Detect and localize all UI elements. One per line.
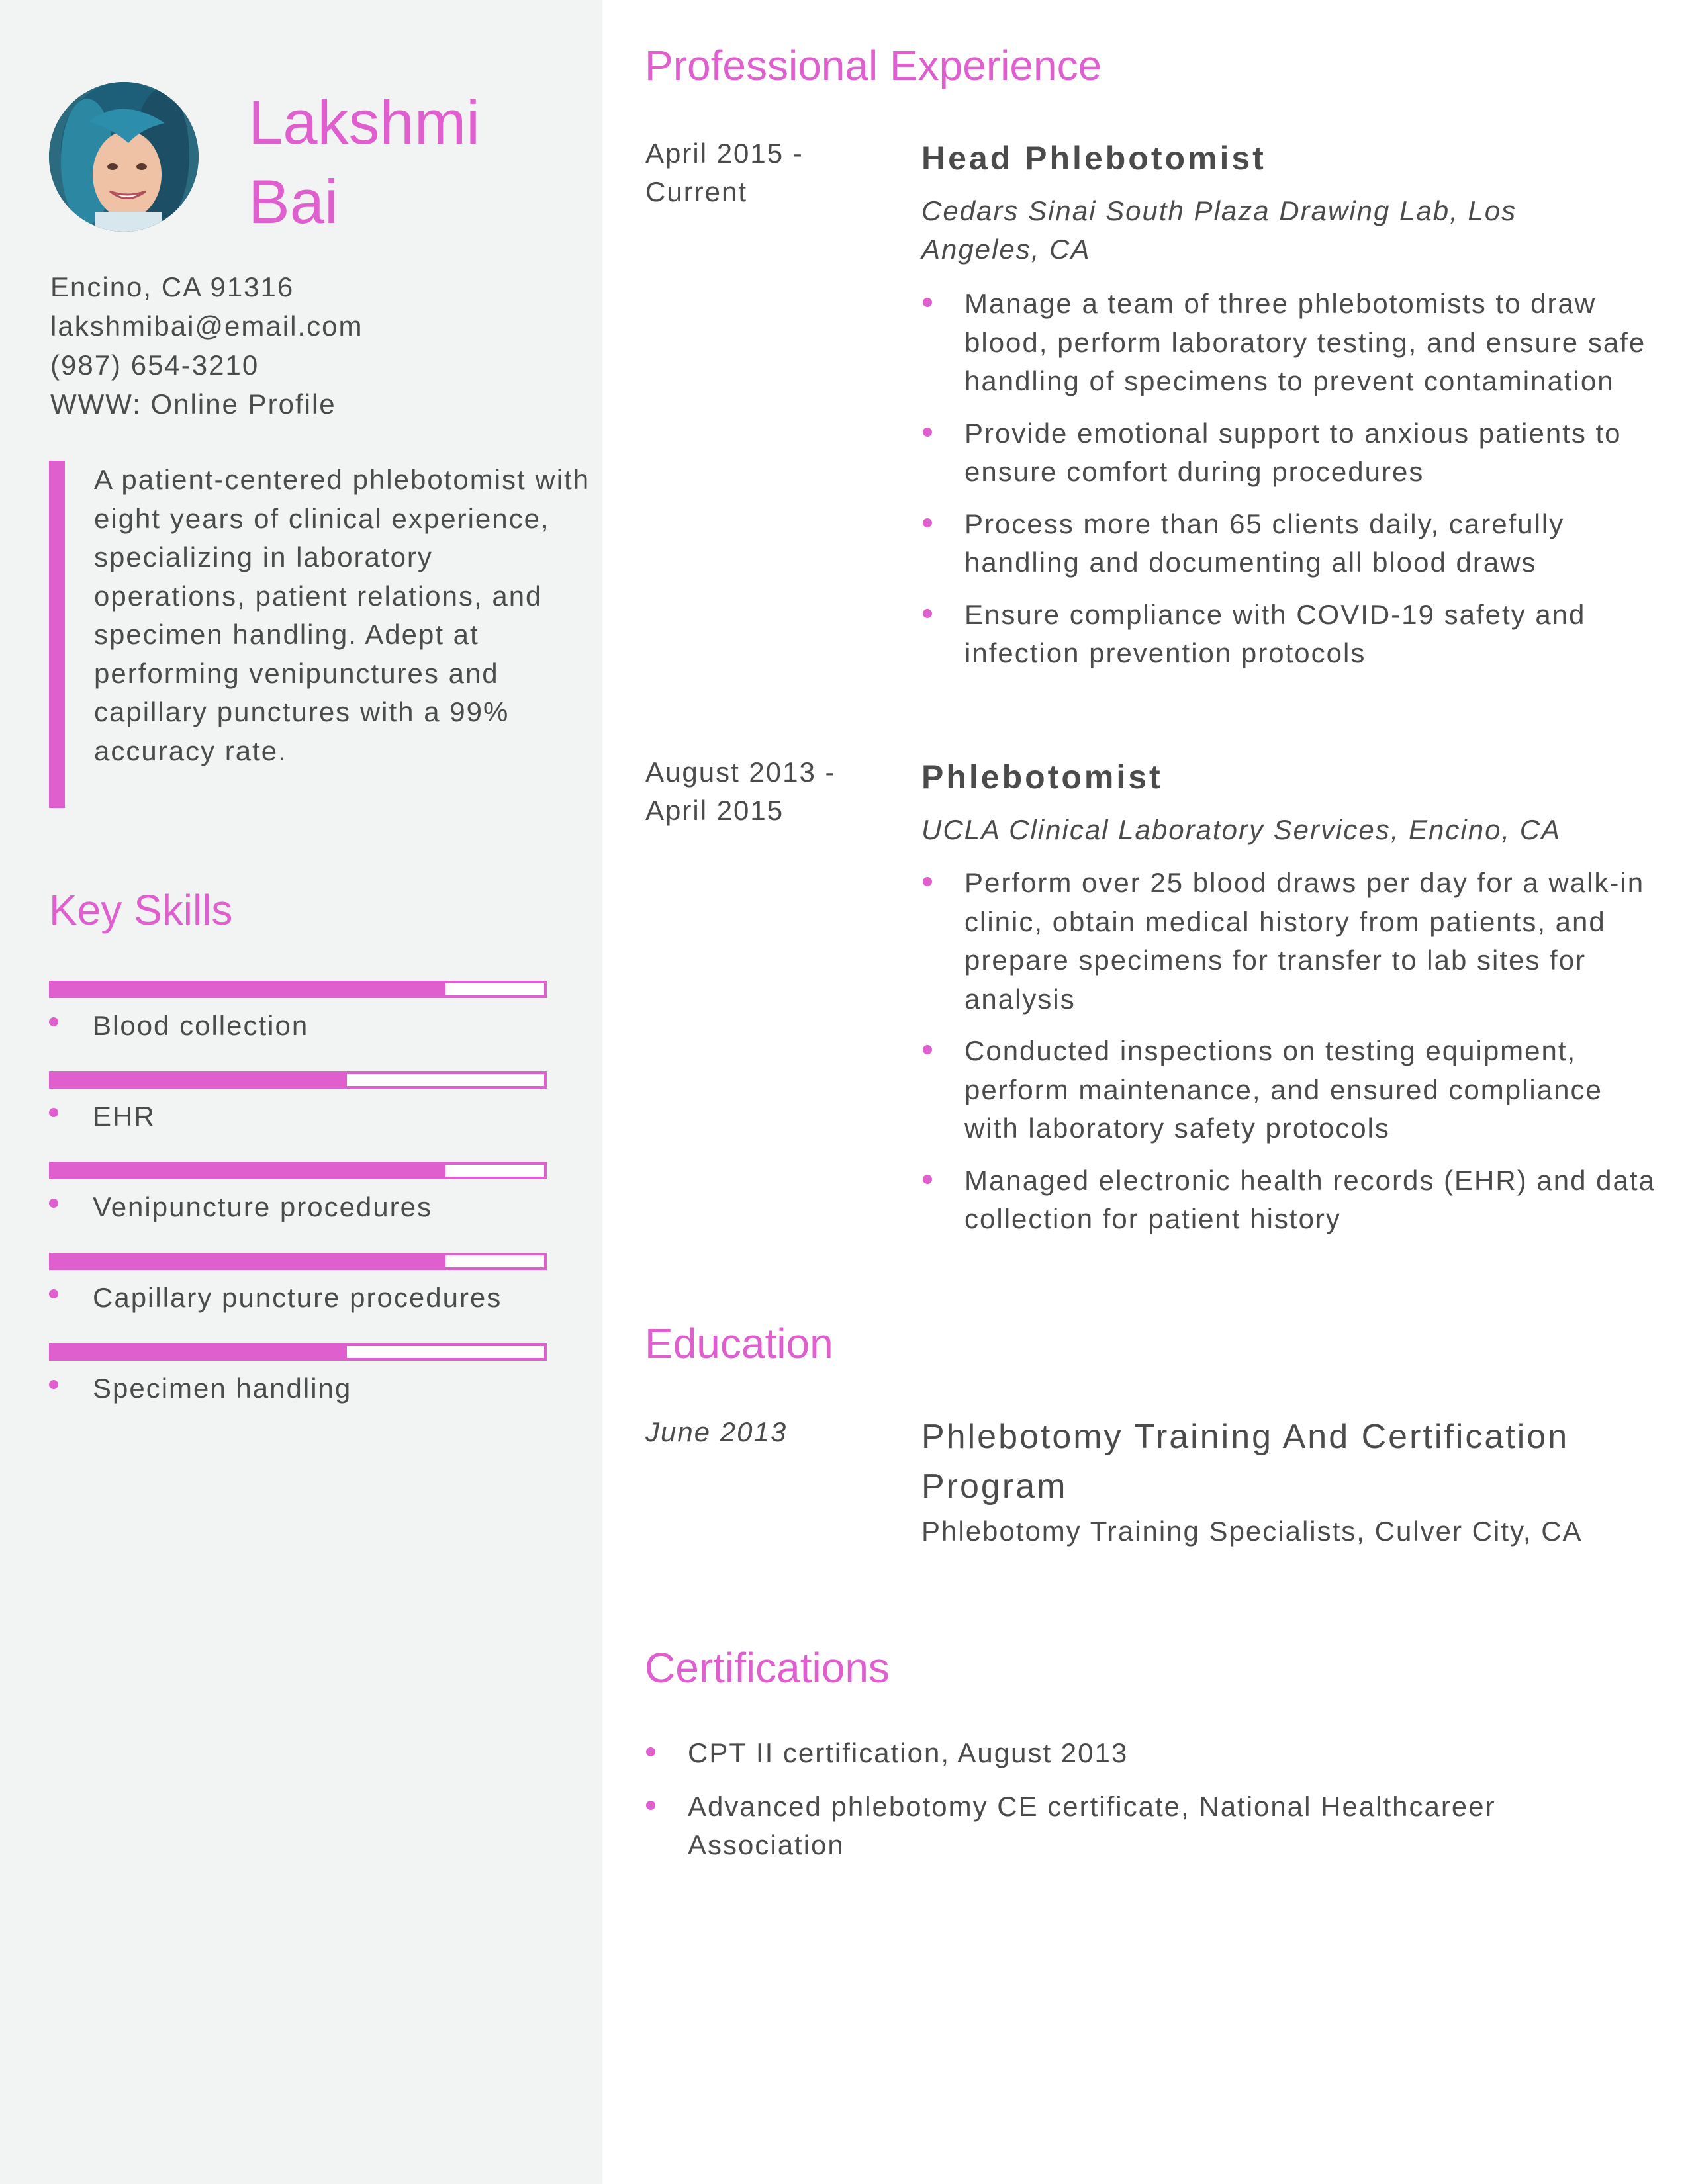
- cert-text: Advanced phlebotomy CE certificate, National Healthcareer Association: [688, 1790, 1496, 1860]
- skill-label: Venipuncture procedures: [93, 1191, 432, 1222]
- job-bullet: [921, 864, 1656, 1019]
- location-text: Encino, CA 91316: [50, 271, 295, 302]
- skills-list: [49, 981, 547, 1434]
- bullet-dot-icon: [646, 1747, 655, 1756]
- bullet-dot-icon: [923, 428, 932, 437]
- experience-heading: Professional Experience: [645, 42, 1102, 89]
- education-program: Phlebotomy Training And Certification Program: [921, 1418, 1570, 1506]
- skill-meter: [49, 1343, 547, 1361]
- summary-text: A patient-centered phlebotomist with eight years of clinical experience, specializing in laboratory operations, patient relations, and specimen handling. Adept at performing venipunctures and capillary punctures with a 99% accuracy rate.: [94, 464, 590, 766]
- job-bullet: [921, 285, 1656, 401]
- job-bullet-text: Conducted inspections on testing equipment, perform maintenance, and ensured compliance with laboratory safety protocols: [964, 1035, 1603, 1144]
- job-date-end: April 2015: [645, 795, 784, 826]
- summary-block: [49, 461, 590, 808]
- job-bullet-text: Managed electronic health records (EHR) and data collection for patient history: [964, 1164, 1656, 1234]
- last-name: Bai: [248, 167, 338, 236]
- job-bullet-text: Provide emotional support to anxious patients to ensure comfort during procedures: [964, 417, 1622, 487]
- job-date: [645, 753, 836, 830]
- job-date-start: August 2013 -: [645, 756, 836, 788]
- cert-item: [645, 1788, 1571, 1865]
- profile-photo-image: [49, 82, 199, 232]
- bullet-dot-icon: [49, 1108, 58, 1117]
- bullet-dot-icon: [49, 1017, 58, 1026]
- bullet-dot-icon: [49, 1289, 58, 1298]
- sidebar: [0, 0, 602, 2184]
- bullet-dot-icon: [923, 518, 932, 527]
- bullet-dot-icon: [923, 298, 932, 307]
- avatar: [49, 82, 199, 232]
- job-bullet: [921, 1032, 1656, 1148]
- phone-text: (987) 654-3210: [50, 349, 259, 381]
- job-date: [645, 134, 804, 211]
- bullet-dot-icon: [49, 1380, 58, 1389]
- job-bullet: [921, 1161, 1656, 1239]
- contact-info: [50, 267, 363, 424]
- job-bullet: [921, 505, 1656, 582]
- skill-label: Specimen handling: [93, 1373, 352, 1404]
- job-bullet: [921, 414, 1656, 492]
- skill-meter-fill: [52, 983, 445, 995]
- skill-meter: [49, 981, 547, 998]
- cert-item: [645, 1734, 1571, 1773]
- bullet-dot-icon: [646, 1801, 655, 1810]
- education-heading: Education: [645, 1320, 833, 1367]
- skill-label: Blood collection: [93, 1010, 309, 1041]
- skill-item: [49, 981, 547, 1071]
- education-date: June 2013: [645, 1416, 788, 1447]
- job-company: UCLA Clinical Laboratory Services, Encino, CA: [921, 814, 1562, 845]
- candidate-name: [248, 83, 579, 242]
- skill-item: [49, 1343, 547, 1434]
- main-column: [602, 0, 1688, 2184]
- skill-meter-fill: [52, 1074, 347, 1086]
- bullet-dot-icon: [923, 1045, 932, 1054]
- skill-item: [49, 1071, 547, 1162]
- skill-meter-fill: [52, 1346, 347, 1358]
- skill-meter-fill: [52, 1255, 445, 1267]
- job-bullet-text: Ensure compliance with COVID-19 safety and infection prevention protocols: [964, 598, 1586, 668]
- education-school: Phlebotomy Training Specialists, Culver City, CA: [921, 1516, 1583, 1547]
- website-link[interactable]: WWW: Online Profile: [50, 388, 336, 420]
- skill-item: [49, 1253, 547, 1343]
- job-title: Head Phlebotomist: [921, 140, 1266, 177]
- skill-meter-fill: [52, 1165, 445, 1177]
- job-bullets: [921, 864, 1656, 1252]
- job-bullets: [921, 285, 1656, 686]
- skill-label: Capillary puncture procedures: [93, 1282, 502, 1313]
- job-bullet-text: Perform over 25 blood draws per day for a walk-in clinic, obtain medical history from patients, and prepare specimens for transfer to lab sites for analysis: [964, 867, 1645, 1015]
- skill-meter: [49, 1162, 547, 1179]
- bullet-dot-icon: [923, 609, 932, 618]
- job-date-end: Current: [645, 176, 748, 207]
- summary-accent-bar: [49, 461, 65, 808]
- certifications-heading: Certifications: [645, 1644, 890, 1692]
- job-bullet-text: Process more than 65 clients daily, carefully handling and documenting all blood draws: [964, 508, 1565, 578]
- skill-label: EHR: [93, 1101, 156, 1132]
- first-name: Lakshmi: [248, 87, 481, 157]
- job-bullet: [921, 596, 1656, 673]
- job-company: Cedars Sinai South Plaza Drawing Lab, Los Angeles, CA: [921, 195, 1517, 265]
- bullet-dot-icon: [923, 877, 932, 886]
- job-title: Phlebotomist: [921, 758, 1163, 796]
- skills-heading: Key Skills: [49, 886, 233, 934]
- email-link[interactable]: lakshmibai@email.com: [50, 310, 363, 341]
- cert-text: CPT II certification, August 2013: [688, 1737, 1129, 1768]
- skill-meter: [49, 1253, 547, 1270]
- bullet-dot-icon: [923, 1175, 932, 1184]
- bullet-dot-icon: [49, 1199, 58, 1208]
- skill-meter: [49, 1071, 547, 1089]
- skill-item: [49, 1162, 547, 1253]
- certifications-list: [645, 1734, 1571, 1880]
- job-date-start: April 2015 -: [645, 138, 804, 169]
- job-bullet-text: Manage a team of three phlebotomists to draw blood, perform laboratory testing, and ensure safe handling of specimens to prevent contamination: [964, 288, 1646, 396]
